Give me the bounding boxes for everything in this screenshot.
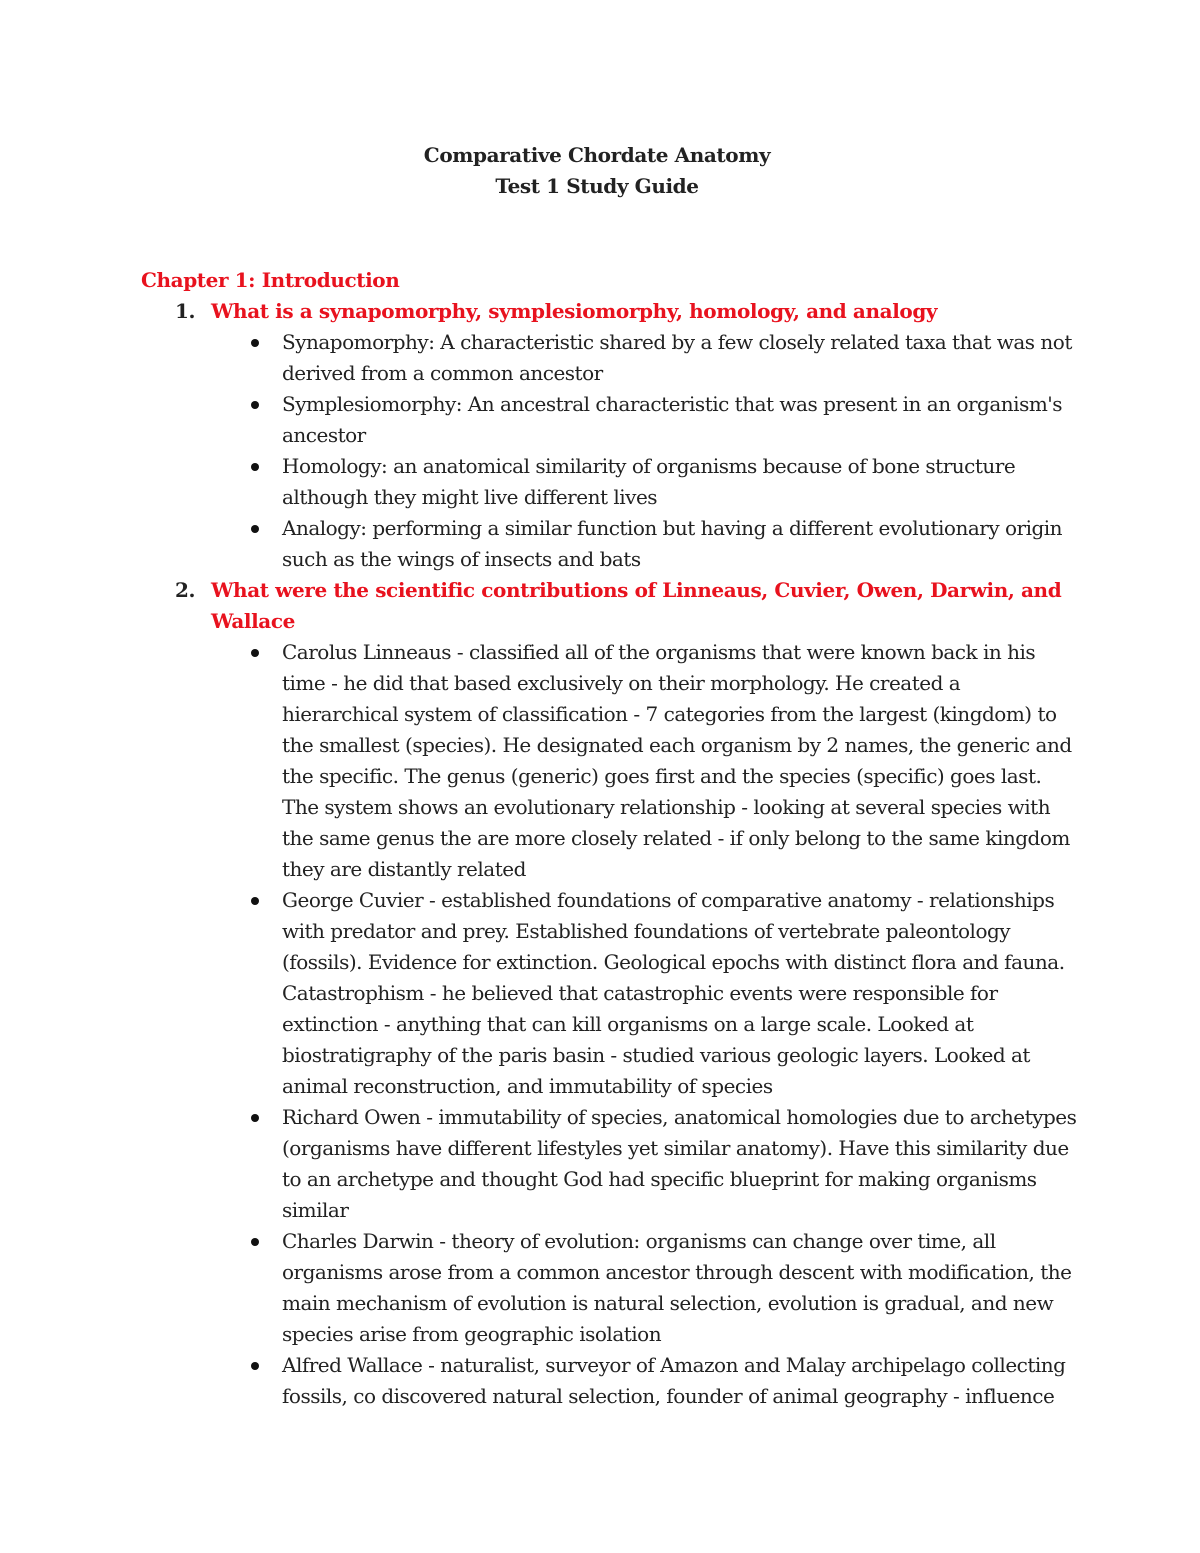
list-item [141,389,1081,451]
question-1 [141,296,1081,327]
bullet-icon [251,401,259,409]
list-item [141,513,1081,575]
title-line-1: Comparative Chordate Anatomy [423,143,771,167]
question-2 [141,575,1081,637]
question-text: What were the scientific contributions of Linneaus, Cuvier, Owen, Darwin, and Wallace [211,578,1062,633]
list-item-text: Synapomorphy: A characteristic shared by a few closely related taxa that was not derived from a common ancestor [282,330,1072,385]
list-item [141,885,1081,1102]
list-item [141,1102,1081,1226]
list-item [141,637,1081,885]
bullet-icon [251,463,259,471]
list-item [141,327,1081,389]
bullet-icon [251,897,259,905]
list-item [141,1350,1081,1412]
bullet-icon [251,1362,259,1370]
question-text: What is a synapomorphy, symplesiomorphy, homology, and analogy [211,299,938,323]
list-item [141,1226,1081,1350]
list-item [141,451,1081,513]
list-item-text: Carolus Linneaus - classified all of the organisms that were known back in his time - he did that based exclusively on their morphology. He created a hierarchical system of classification - 7 categories from the largest (kingdom) to the smallest (species). He designated each organism by 2 names, the generic and the specific. The genus (generic) goes first and the species (specific) goes last. The system shows an evolutionary relationship - looking at several species with the same genus the are more closely related - if only belong to the same kingdom they are distantly related [282,640,1072,881]
bullet-icon [251,339,259,347]
list-item-text: George Cuvier - established foundations of comparative anatomy - relationships with predator and prey. Established foundations of vertebrate paleontology (fossils). Evidence for extinction. Geological epochs with distinct flora and fauna. Catastrophism - he believed that catastrophic events were responsible for extinction - anything that can kill organisms on a large scale. Looked at biostratigraphy of the paris basin - studied various geologic layers. Looked at animal reconstruction, and immutability of species [282,888,1065,1098]
bullet-icon [251,1114,259,1122]
chapter-heading: Chapter 1: Introduction [141,268,400,292]
list-item-text: Richard Owen - immutability of species, anatomical homologies due to archetypes (organisms have different lifestyles yet similar anatomy). Have this similarity due to an archetype and thought God had specific blueprint for making organisms similar [282,1105,1077,1222]
list-item-text: Analogy: performing a similar function but having a different evolutionary origin such as the wings of insects and bats [282,516,1063,571]
document-title [0,140,1194,202]
question-2-answers [141,637,1081,1412]
list-item-text: Homology: an anatomical similarity of organisms because of bone structure although they might live different lives [282,454,1016,509]
list-item-text: Charles Darwin - theory of evolution: organisms can change over time, all organisms arose from a common ancestor through descent with modification, the main mechanism of evolution is natural selection, evolution is gradual, and new species arise from geographic isolation [282,1229,1072,1346]
bullet-icon [251,525,259,533]
title-line-2: Test 1 Study Guide [495,174,699,198]
question-1-answers [141,327,1081,575]
list-item-text: Symplesiomorphy: An ancestral characteristic that was present in an organism's ancestor [282,392,1063,447]
list-item-text: Alfred Wallace - naturalist, surveyor of Amazon and Malay archipelago collecting fossils, co discovered natural selection, founder of animal geography - influence [282,1353,1066,1408]
document-body [141,265,1081,1412]
bullet-icon [251,1238,259,1246]
bullet-icon [251,649,259,657]
question-number: 2. [175,578,196,602]
question-number: 1. [175,299,196,323]
